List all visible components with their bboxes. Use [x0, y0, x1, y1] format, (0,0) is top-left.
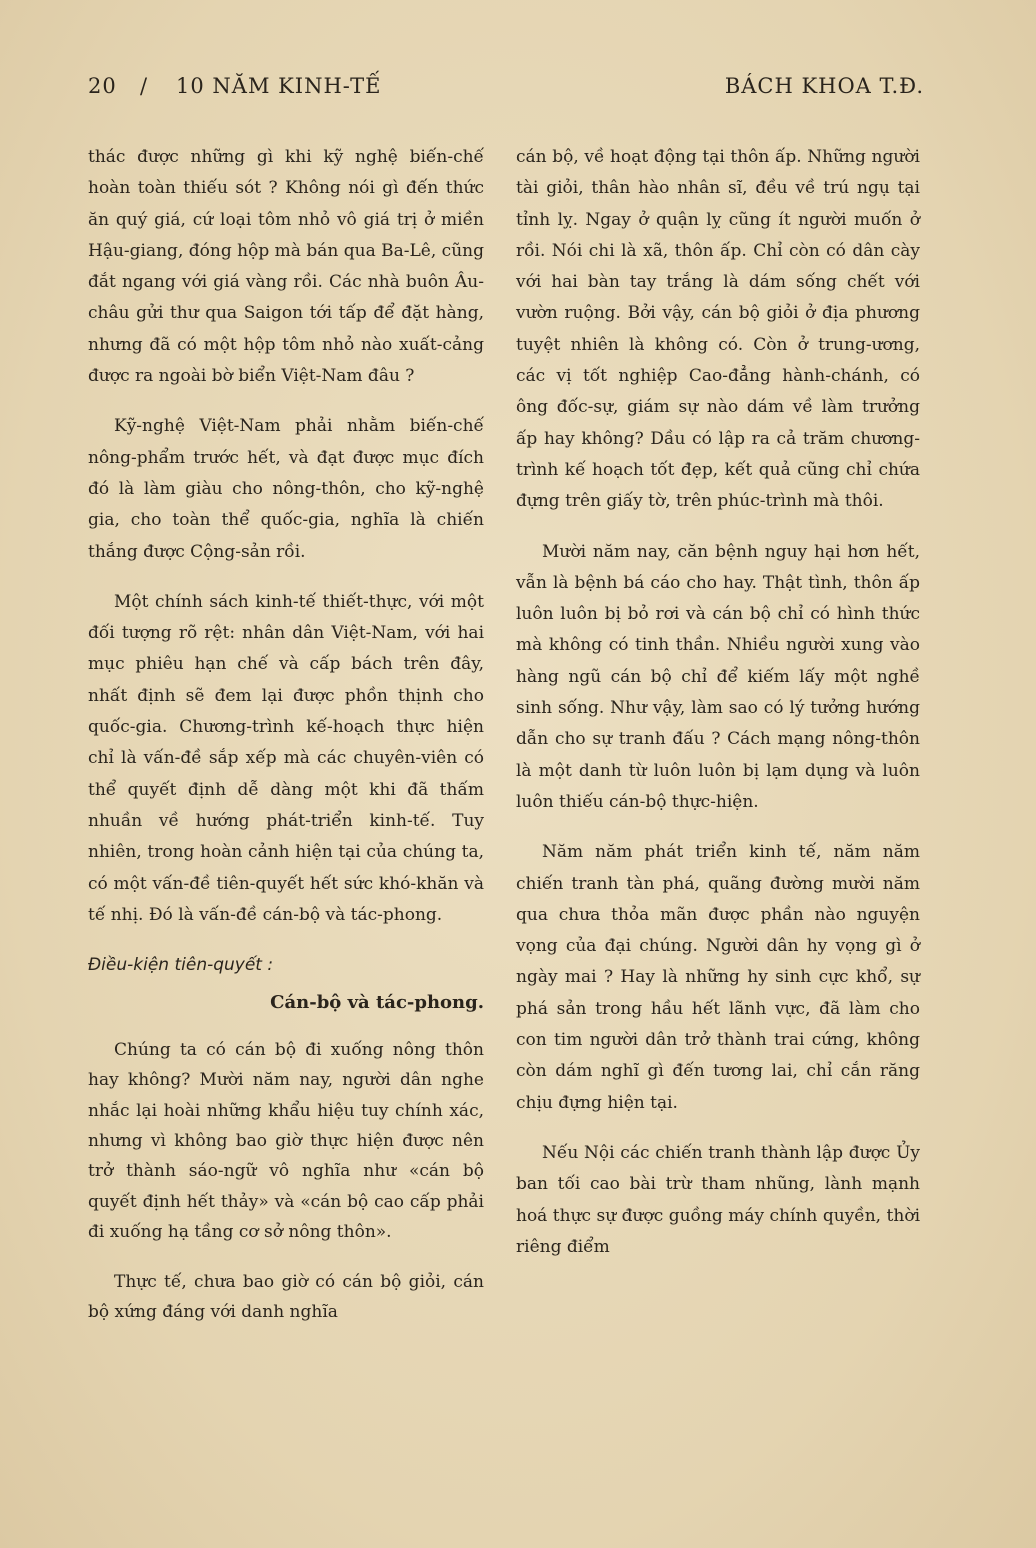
publication-name: BÁCH KHOA T.Đ.: [724, 74, 924, 98]
right-column: [516, 142, 920, 1282]
paragraph: Thực tế, chưa bao giờ có cán bộ giỏi, cán bộ xứng đáng với danh nghĩa: [88, 1271, 484, 1322]
page-number: 20: [88, 74, 117, 98]
paragraph: Mười năm nay, căn bệnh nguy hại hơn hết, vẫn là bệnh bá cáo cho hay. Thật tình, thôn ấp luôn luôn bị bỏ rơi và cán bộ chỉ có hình thức mà không có tinh thần. Nhiều người xung vào hàng ngũ cán bộ chỉ để kiếm lấy một nghề sinh sống. Như vậy, làm sao có lý tưởng hướng dẫn cho sự tranh đấu ? Cách mạng nông-thôn là một danh từ luôn luôn bị lạm dụng và luôn luôn thiếu cán-bộ thực-hiện.: [516, 541, 920, 812]
left-column: [88, 142, 484, 1346]
paragraph: Năm năm phát triển kinh tế, năm năm chiến tranh tàn phá, quãng đường mười năm qua chưa thỏa mãn được phần nào nguyện vọng của đại chúng. Người dân hy vọng gì ở ngày mai ? Hay là những hy sinh cực khổ, sự phá sản trong hầu hết lãnh vực, đã làm cho con tim người dân trở thành trai cứng, không còn dám nghĩ gì đến tương lai, chỉ cắn răng chịu đựng hiện tại.: [516, 842, 920, 1113]
section-subheading: Điều-kiện tiên-quyết :: [88, 955, 274, 976]
paragraph: Chúng ta có cán bộ đi xuống nông thôn hay không? Mười năm nay, người dân nghe nhắc lại hoài những khẩu hiệu tuy chính xác, nhưng vì không bao giờ thực hiện được nên trở thành sáo-ngữ vô nghĩa như «cán bộ quyết định hết thảy» và «cán bộ cao cấp phải đi xuống hạ tầng cơ sở nông thôn».: [88, 1039, 484, 1243]
header-separator: /: [140, 74, 149, 98]
paragraph: Một chính sách kinh-tế thiết-thực, với một đối tượng rõ rệt: nhân dân Việt-Nam, với hai mục phiêu hạn chế và cấp bách trên đây, nhất định sẽ đem lại được phồn thịnh cho quốc-gia. Chương-trình kế-hoạch thực hiện chỉ là vấn-đề sắp xếp mà các chuyên-viên có thể quyết định dễ dàng một khi đã thấm nhuần về hướng phát-triển kinh-tế. Tuy nhiên, trong hoàn cảnh hiện tại của chúng ta, có một vấn-đề tiên-quyết hết sức khó-khăn và tế nhị. Đó là vấn-đề cán-bộ và tác-phong.: [88, 591, 484, 925]
section-heading: Cán-bộ và tác-phong.: [270, 992, 484, 1014]
paragraph: thác được những gì khi kỹ nghệ biến-chế hoàn toàn thiếu sót ? Không nói gì đến thức ăn quý giá, cứ loại tôm nhỏ vô giá trị ở miền Hậu-giang, đóng hộp mà bán qua Ba-Lê, cũng đắt ngang với giá vàng rồi. Các nhà buôn Âu-châu gửi thư qua Saigon tới tấp để đặt hàng, nhưng đã có một hộp tôm nhỏ nào xuất-cảng được ra ngoài bờ biển Việt-Nam đâu ?: [88, 147, 484, 387]
paragraph: Kỹ-nghệ Việt-Nam phải nhằm biến-chế nông-phẩm trước hết, và đạt được mục đích đó là làm giàu cho nông-thôn, cho kỹ-nghệ gia, cho toàn thể quốc-gia, nghĩa là chiến thắng được Cộng-sản rồi.: [88, 416, 484, 562]
paragraph: Nếu Nội các chiến tranh thành lập được Ủy ban tối cao bài trừ tham nhũng, lành mạnh hoá thực sự được guồng máy chính quyền, thời riêng điểm: [516, 1142, 920, 1257]
article-title: 10 NĂM KINH-TẾ: [176, 74, 382, 98]
running-header: [88, 74, 924, 108]
paragraph: cán bộ, về hoạt động tại thôn ấp. Những người tài giỏi, thân hào nhân sĩ, đều về trú ngụ tại tỉnh lỵ. Ngay ở quận lỵ cũng ít người muốn ở rồi. Nói chi là xã, thôn ấp. Chỉ còn có dân cày với hai bàn tay trắng là dám sống chết với vườn ruộng. Bởi vậy, cán bộ giỏi ở địa phương tuyệt nhiên là không có. Còn ở trung-ương, các vị tốt nghiệp Cao-đẳng hành-chánh, có ông đốc-sự, giám sự nào dám về làm trưởng ấp hay không? Dầu có lập ra cả trăm chương-trình kế hoạch tốt đẹp, kết quả cũng chỉ chứa đựng trên giấy tờ, trên phúc-trình mà thôi.: [516, 147, 920, 512]
